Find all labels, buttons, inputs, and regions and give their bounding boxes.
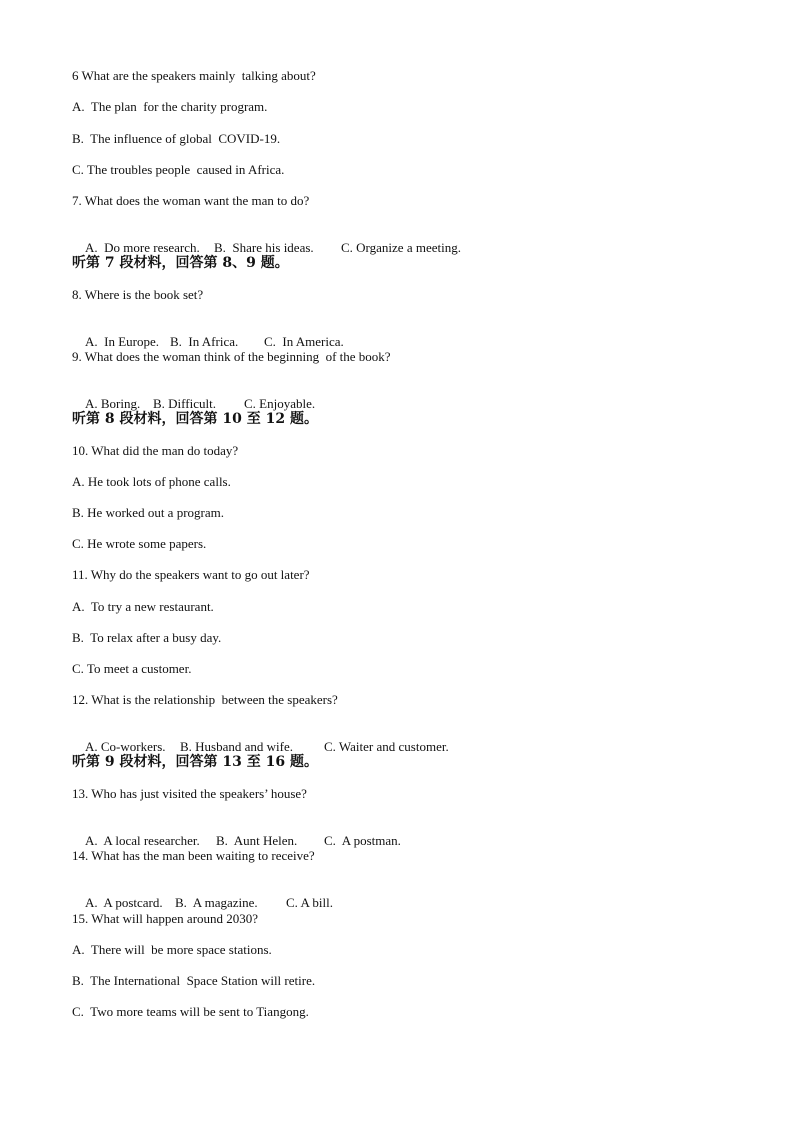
option-12b: B. Husband and wife. <box>180 739 294 754</box>
option-14b: B. A magazine. <box>175 895 258 910</box>
option-11a: A. To try a new restaurant. <box>72 599 214 614</box>
option-13c: C. A postman. <box>324 833 401 848</box>
option-8a: A. In Europe. <box>85 334 160 349</box>
option-8b: B. In Africa. <box>170 334 239 349</box>
question-9: 9. What does the woman think of the beginning of the book? <box>72 349 391 364</box>
option-11b: B. To relax after a busy day. <box>72 630 222 645</box>
option-11c: C. To meet a customer. <box>72 661 192 676</box>
option-10a: A. He took lots of phone calls. <box>72 474 231 489</box>
question-12: 12. What is the relationship between the speakers? <box>72 692 338 707</box>
option-9a: A. Boring. <box>85 396 141 411</box>
option-7b: B. Share his ideas. <box>214 240 314 255</box>
section-heading-7: 听第 7 段材料，回答第 8、9 题。 <box>72 255 289 271</box>
option-9c: C. Enjoyable. <box>244 396 316 411</box>
question-10: 10. What did the man do today? <box>72 443 239 458</box>
option-15c: C. Two more teams will be sent to Tiangong. <box>72 1004 309 1019</box>
option-12a: A. Co-workers. <box>85 739 166 754</box>
option-8c: C. In America. <box>264 334 344 349</box>
option-6a: A. The plan for the charity program. <box>72 99 268 114</box>
option-15b: B. The International Space Station will retire. <box>72 973 316 988</box>
question-6: 6 What are the speakers mainly talking about? <box>72 68 316 83</box>
question-8: 8. Where is the book set? <box>72 287 204 302</box>
option-15a: A. There will be more space stations. <box>72 942 272 957</box>
option-10c: C. He wrote some papers. <box>72 536 207 551</box>
option-9b: B. Difficult. <box>153 396 216 411</box>
option-14c: C. A bill. <box>286 895 333 910</box>
question-14: 14. What has the man been waiting to receive? <box>72 848 315 863</box>
question-13: 13. Who has just visited the speakers’ house? <box>72 786 307 801</box>
section-heading-8: 听第 8 段材料，回答第 10 至 12 题。 <box>72 411 318 427</box>
question-7: 7. What does the woman want the man to do? <box>72 193 310 208</box>
option-10b: B. He worked out a program. <box>72 505 224 520</box>
option-14a: A. A postcard. <box>85 895 163 910</box>
option-7c: C. Organize a meeting. <box>341 240 461 255</box>
question-11: 11. Why do the speakers want to go out later? <box>72 567 310 582</box>
option-12c: C. Waiter and customer. <box>324 739 449 754</box>
option-7a: A. Do more research. <box>85 240 200 255</box>
option-6c: C. The troubles people caused in Africa. <box>72 162 285 177</box>
option-13b: B. Aunt Helen. <box>216 833 298 848</box>
option-6b: B. The influence of global COVID-19. <box>72 131 281 146</box>
section-heading-9: 听第 9 段材料，回答第 13 至 16 题。 <box>72 754 318 770</box>
question-15: 15. What will happen around 2030? <box>72 911 259 926</box>
option-13a: A. A local researcher. <box>85 833 200 848</box>
